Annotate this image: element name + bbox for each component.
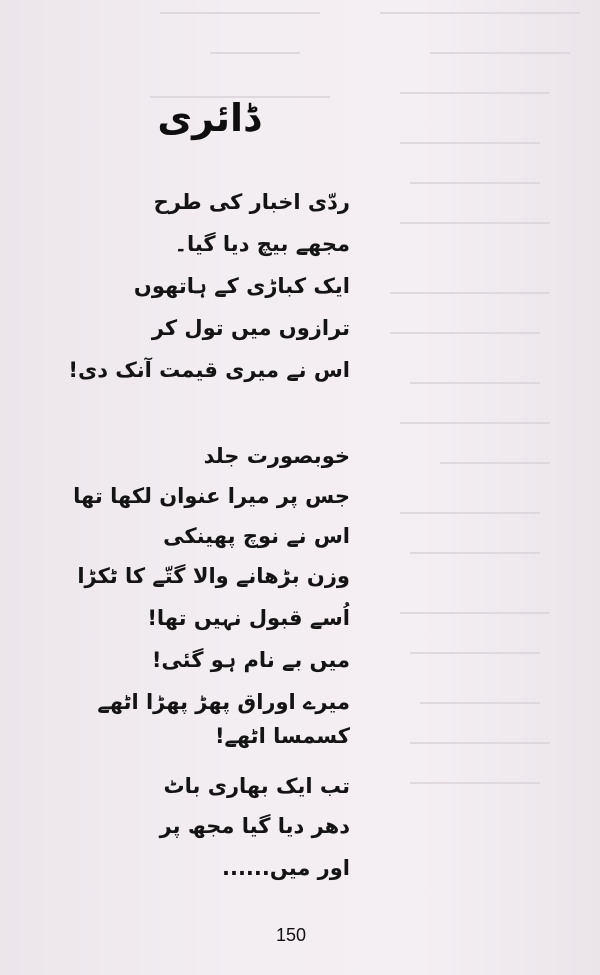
poem-line: وزن بڑھانے والا گتّے کا ٹکڑا (77, 564, 350, 588)
poem-line: ایک کباڑی کے ہاتھوں (133, 274, 350, 298)
poem-line: جس پر میرا عنوان لکھا تھا (73, 484, 350, 508)
page-number: 150 (276, 925, 307, 945)
poem-line: اس نے نوچ پھینکی (163, 524, 350, 548)
poem-line: دھر دیا گیا مجھ پر (159, 814, 350, 838)
poem-line: تب ایک بھاری باٹ (163, 774, 350, 798)
poem-line: کسمسا اٹھے! (214, 724, 350, 748)
poem-line: اور میں...... (222, 856, 350, 880)
poem-line: اُسے قبول نہیں تھا! (147, 606, 350, 630)
poem-line: میرے اوراق پھڑ پھڑا اٹھے (97, 690, 350, 714)
poem-line: مجھے بیچ دیا گیا۔ (174, 232, 350, 256)
poem-title: ڈائری (157, 96, 260, 140)
poem-line: میں بے نام ہو گئی! (151, 648, 350, 672)
poem-line: اس نے میری قیمت آنک دی! (68, 358, 350, 382)
poem-line: ردّی اخبار کی طرح (153, 190, 350, 214)
poem-line: ترازوں میں تول کر (151, 316, 350, 340)
poem-line: خوبصورت جلد (203, 444, 350, 468)
